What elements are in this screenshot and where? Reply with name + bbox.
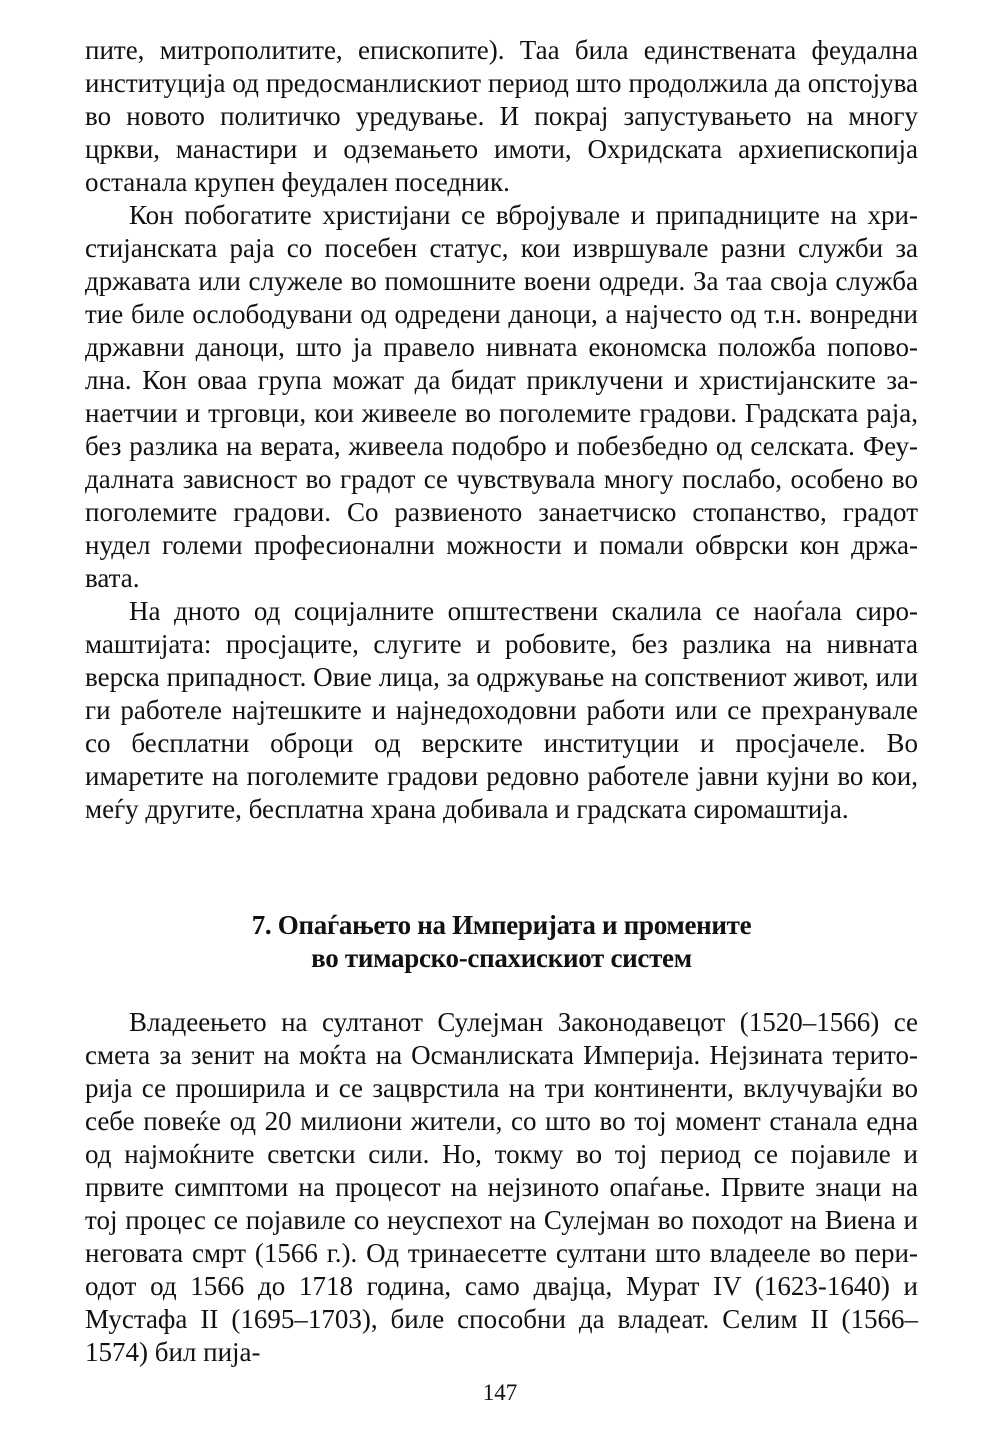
page-body — [85, 34, 918, 1369]
section-heading-line-1: 7. Опаѓањето на Империјата и промените — [251, 910, 752, 940]
section-heading — [85, 909, 918, 975]
paragraph-4: Владеењето на султанот Сулејман Законодавецот (1520–1566) се смета за зенит на моќта на Османлиската Империја. Нејзината територија се проширила и се зацврстила на три континенти, вклучувајќи во себе повеќе од 20 милиони жители, со што во тој момент станала една од најмоќните светски сили. Но, токму во тој период се појавиле и првите симптоми на процесот на нејзиното опаѓање. Првите знаци на тој процес се појавиле со неуспехот на Сулејман во походот на Виена и неговата смрт (1566 г.). Од тринаесетте султани што владееле во периодот од 1566 до 1718 година, само двајца, Мурат IV (1623-1640) и Мустафа II (1695–1703), биле способни да владеат. Селим II (1566–1574) бил пија- — [85, 1007, 918, 1367]
paragraph-1: пите, митрополитите, епископите). Таа била единствената феудална институција од предосманлискиот период што продолжила да опстојува во новото политичко уредување. И покрај запустувањето на многу цркви, манастири и одземањето имоти, Охридската архиепископија останала крупен феудален поседник. — [85, 35, 918, 197]
page-number: 147 — [482, 1380, 518, 1405]
section-heading-line-2: во тимарско-спахискиот систем — [311, 943, 692, 973]
paragraph-3: На дното од социјалните општествени скалила се наоѓала сиромаштијата: просјаците, слугите и робовите, без разлика на нивната верска припадност. Овие лица, за одржување на сопствениот живот, или ги работеле најтешките и најнедоходовни работи или се прехранувале со бесплатни оброци од верските институции и просјачеле. Во имаретите на поголемите градови редовно работеле јавни кујни во кои, меѓу другите, бесплатна храна добивала и градската сиромаштија. — [85, 596, 918, 824]
paragraph-2: Кон побогатите христијани се вбројувале и припадниците на христијанската раја со посебен статус, кои извршувале разни служби за државата или служеле во помошните воени одреди. За таа своја служба тие биле ослободувани од одредени даноци, а најчесто од т.н. вонредни државни даноци, што ја правело нивната економска положба поповолна. Кон оваа група можат да бидат приклучени и христијанските занаетчии и трговци, кои живееле во поголемите градови. Градската раја, без разлика на верата, живеела подобро и побезбедно од селската. Феудалната зависност во градот се чувствувала многу послабо, особено во поголемите градови. Со развиеното занаетчиско стопанство, градот нудел големи професионални можности и помали обврски кон државата. — [85, 200, 918, 593]
